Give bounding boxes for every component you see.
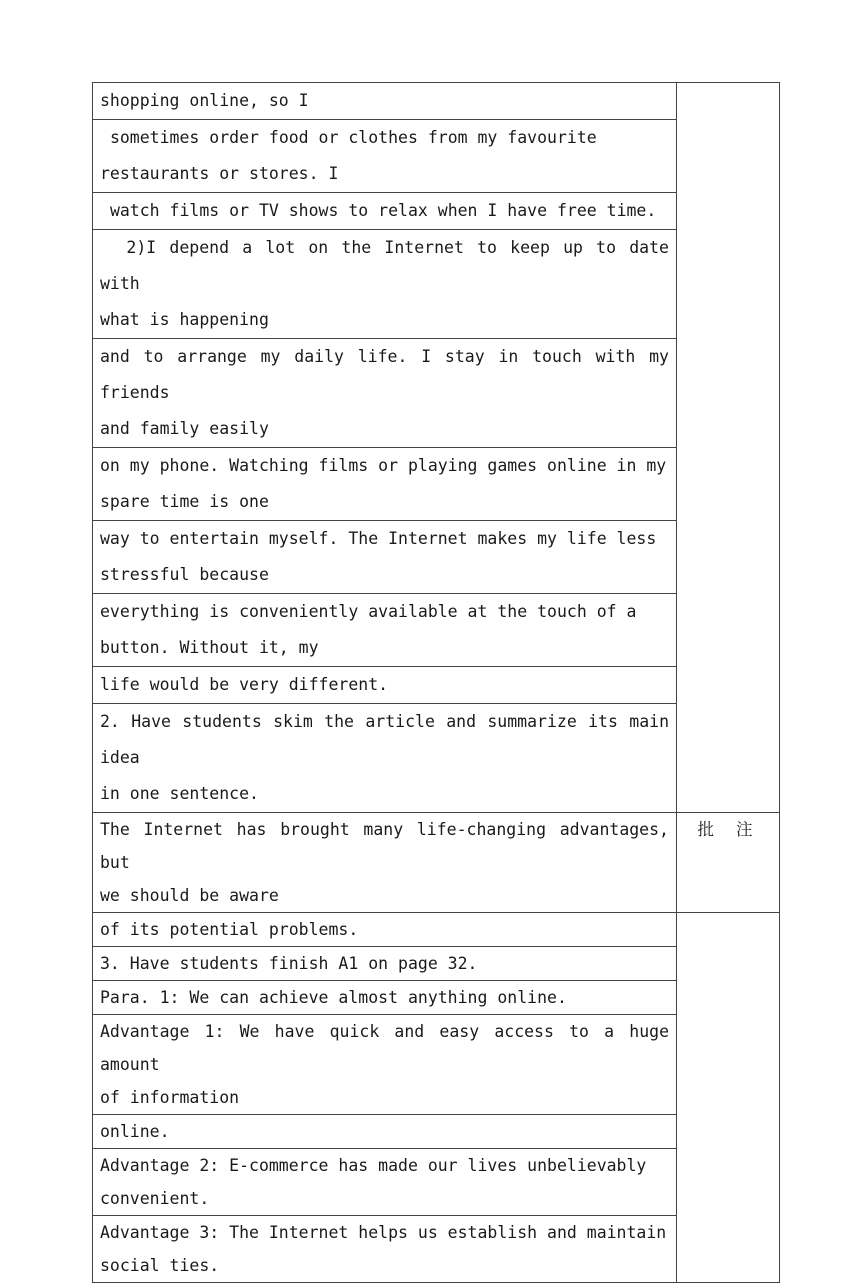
table-row: [93, 947, 780, 981]
text-line: online.: [100, 1122, 170, 1141]
annotation-column-cell: [677, 913, 780, 1283]
text-line: way to entertain myself. The Internet makes my life less: [100, 529, 657, 548]
row-text-cell: [93, 1216, 677, 1283]
table-row: [93, 667, 780, 704]
text-line: spare time is one: [100, 492, 269, 511]
row-text-cell: [93, 704, 677, 813]
table-row: [93, 704, 780, 813]
row-text-cell: [93, 230, 677, 339]
text-line: 2)I depend a lot on the Internet to keep up to date with: [100, 238, 679, 293]
text-line: restaurants or stores. I: [100, 164, 339, 183]
table-row: [93, 1115, 780, 1149]
table-row: [93, 981, 780, 1015]
text-line: on my phone. Watching films or playing games online in my: [100, 456, 667, 475]
annotation-header: 批 注: [677, 813, 780, 913]
row-text-cell: [93, 339, 677, 448]
table-row: [93, 120, 780, 193]
text-line: Advantage 2: E-commerce has made our lives unbelievably: [100, 1156, 647, 1175]
row-text-cell: [93, 1015, 677, 1115]
text-line: sometimes order food or clothes from my favourite: [100, 128, 597, 147]
table-row: [93, 230, 780, 339]
text-line: shopping online, so I: [100, 91, 309, 110]
text-line: watch films or TV shows to relax when I have free time.: [100, 201, 657, 220]
text-line: Advantage 3: The Internet helps us establish and maintain: [100, 1223, 667, 1242]
text-line: Para. 1: We can achieve almost anything online.: [100, 988, 567, 1007]
text-line: what is happening: [100, 310, 269, 329]
table-row: [93, 521, 780, 594]
text-line: 2. Have students skim the article and summarize its main idea: [100, 712, 679, 767]
text-line: and to arrange my daily life. I stay in touch with my friends: [100, 347, 679, 402]
row-text-cell: [93, 448, 677, 521]
text-line: and family easily: [100, 419, 269, 438]
row-text-cell: [93, 667, 677, 704]
text-line: button. Without it, my: [100, 638, 319, 657]
text-line: The Internet has brought many life-changing advantages, but: [100, 820, 679, 872]
table-row: [93, 1015, 780, 1115]
table-row: [93, 339, 780, 448]
row-text-cell: [93, 83, 677, 120]
text-line: stressful because: [100, 565, 269, 584]
text-line: convenient.: [100, 1189, 210, 1208]
row-text-cell: [93, 120, 677, 193]
text-line: of its potential problems.: [100, 920, 359, 939]
text-line: in one sentence.: [100, 784, 259, 803]
text-line: 3. Have students finish A1 on page 32.: [100, 954, 478, 973]
row-text-cell: [93, 1115, 677, 1149]
row-text-cell: [93, 981, 677, 1015]
text-line: everything is conveniently available at the touch of a: [100, 602, 637, 621]
row-text-cell: [93, 193, 677, 230]
text-line: of information: [100, 1088, 240, 1107]
row-text-cell: [93, 947, 677, 981]
row-text-cell: [93, 521, 677, 594]
lesson-plan-table: [92, 82, 780, 1283]
annotation-column-cell: [677, 83, 780, 813]
table-row: [93, 83, 780, 120]
table-row: [93, 448, 780, 521]
text-line: social ties.: [100, 1256, 220, 1275]
row-text-cell: [93, 1149, 677, 1216]
table-row: [93, 193, 780, 230]
table-row: [93, 594, 780, 667]
lesson-plan-body: [93, 83, 780, 1283]
text-line: Advantage 1: We have quick and easy access to a huge amount: [100, 1022, 679, 1074]
table-row: [93, 813, 780, 913]
table-row: [93, 1216, 780, 1283]
text-line: life would be very different.: [100, 675, 389, 694]
table-row: [93, 913, 780, 947]
row-text-cell: [93, 813, 677, 913]
row-text-cell: [93, 913, 677, 947]
table-row: [93, 1149, 780, 1216]
text-line: we should be aware: [100, 886, 279, 905]
row-text-cell: [93, 594, 677, 667]
